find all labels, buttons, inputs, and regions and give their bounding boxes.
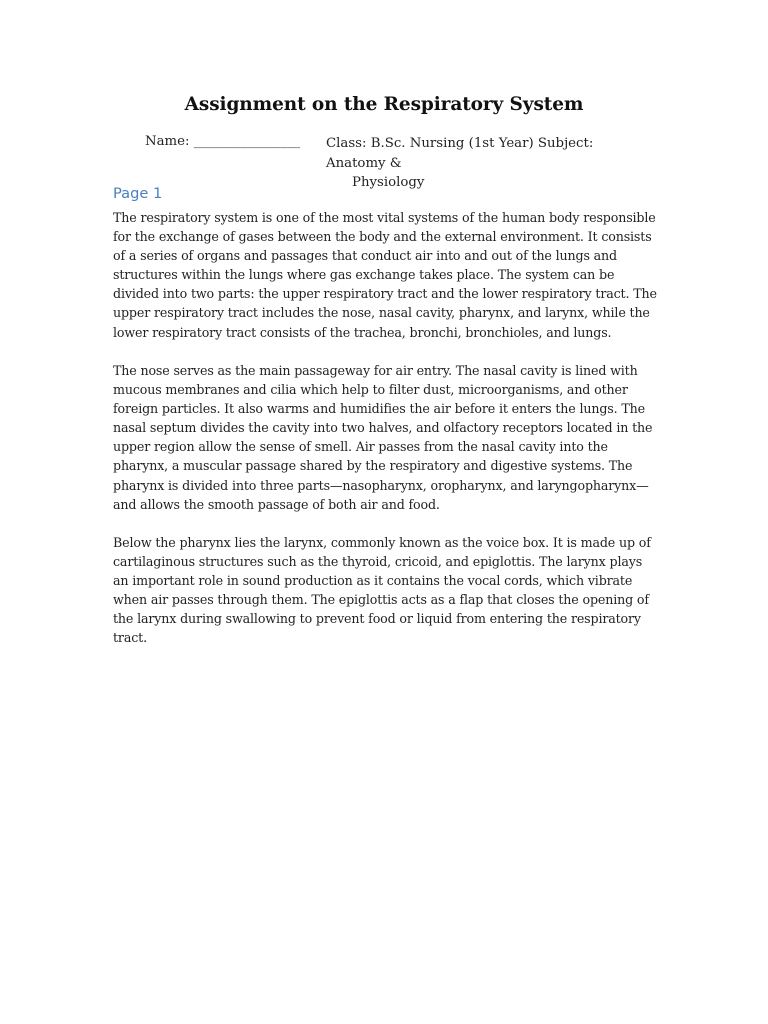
body-text	[113, 208, 658, 667]
class-subject-line-1: Class: B.Sc. Nursing (1st Year) Subject: Anatomy &	[326, 136, 594, 171]
class-subject-info	[326, 134, 641, 193]
section-heading: Page 1	[113, 185, 163, 202]
paragraph-nose: The nose serves as the main passageway for air entry. The nasal cavity is lined with mucous membranes and cilia which help to filter dust, microorganisms, and other foreign particles. It also warms and humidifies the air before it enters the lungs. The nasal septum divides the cavity into two halves, and olfactory receptors located in the upper region allow the sense of smell. Air passes from the nasal cavity into the pharynx, a muscular passage shared by the respiratory and digestive systems. The pharynx is divided into three parts—nasopharynx, oropharynx, and laryngopharynx—and allows the smooth passage of both air and food.	[113, 362, 653, 512]
student-name-field: Name: ________________	[145, 134, 301, 149]
paragraph-intro: The respiratory system is one of the most vital systems of the human body responsible for the exchange of gases between the body and the external environment. It consists of a series of organs and passages that conduct air into and out of the lungs and structures within the lungs where gas exchange takes place. The system can be divided into two parts: the upper respiratory tract and the lower respiratory tract. The upper respiratory tract includes the nose, nasal cavity, pharynx, and larynx, while the lower respiratory tract consists of the trachea, bronchi, bronchioles, and lungs.	[113, 210, 657, 340]
class-subject-line-2: Physiology	[352, 175, 425, 190]
document-title: Assignment on the Respiratory System	[184, 94, 584, 115]
paragraph-larynx: Below the pharynx lies the larynx, commonly known as the voice box. It is made up of cartilaginous structures such as the thyroid, cricoid, and epiglottis. The larynx plays an important role in sound production as it contains the vocal cords, which vibrate when air passes through them. The epiglottis acts as a flap that closes the opening of the larynx during swallowing to prevent food or liquid from entering the respiratory tract.	[113, 535, 651, 646]
